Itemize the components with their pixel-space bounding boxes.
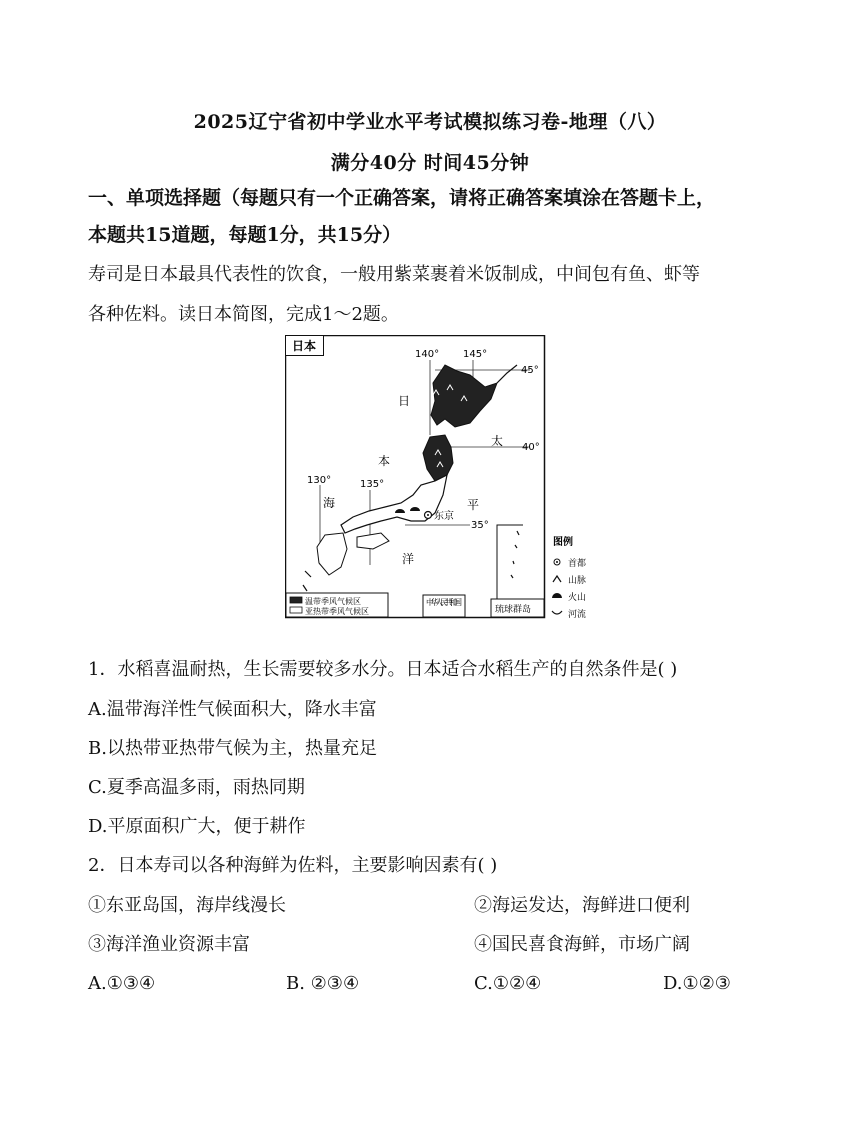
lat-label-45: 45° — [521, 365, 539, 376]
legend-volcano-label: 火山 — [568, 593, 587, 603]
subtropical-swatch — [290, 607, 302, 613]
china-label: 中华人民共和国 — [426, 598, 462, 607]
exam-info: 满分40分 时间45分钟 — [330, 152, 530, 174]
q2-statement-3: ③海洋渔业资源丰富 — [88, 934, 250, 955]
ocean-label-yang: 洋 — [402, 552, 415, 566]
q1-option-b[interactable]: B.以热带亚热带气候为主，热量充足 — [88, 738, 377, 759]
tokyo-label: 东京 — [434, 511, 454, 522]
intro-line2: 各种佐料。读日本简图，完成1～2题。 — [88, 304, 399, 325]
legend-capital-label: 首都 — [568, 559, 587, 569]
legend-river-label: 河流 — [568, 610, 587, 620]
ocean-label-ping: 平 — [467, 498, 480, 512]
lat-label-40: 40° — [522, 442, 540, 453]
climate-legend-temperate: 温带季风气候区 — [305, 597, 361, 606]
q2-option-a[interactable]: A.①③④ — [88, 973, 156, 994]
sea-label-ben: 本 — [378, 454, 391, 468]
q1-stem: 1．水稻喜温耐热，生长需要较多水分。日本适合水稻生产的自然条件是( ) — [88, 659, 678, 680]
tokyo-capital-dot — [427, 514, 429, 516]
lon-label-135: 135° — [360, 479, 385, 490]
q1-option-c[interactable]: C.夏季高温多雨，雨热同期 — [88, 777, 305, 798]
q1-option-d[interactable]: D.平原面积广大，便于耕作 — [88, 816, 306, 837]
climate-legend-subtropical: 亚热带季风气候区 — [305, 607, 369, 616]
legend-volcano-icon — [552, 593, 562, 598]
lon-label-130: 130° — [307, 475, 332, 486]
q1-option-a[interactable]: A.温带海洋性气候面积大，降水丰富 — [88, 699, 377, 720]
ocean-label-tai: 太 — [491, 434, 504, 448]
lon-label-145: 145° — [463, 349, 488, 360]
q2-statement-2: ②海运发达，海鲜进口便利 — [474, 895, 690, 916]
section-heading-line2: 本题共15道题，每题1分，共15分） — [88, 224, 402, 246]
q2-statement-4: ④国民喜食海鲜，市场广阔 — [474, 934, 690, 955]
q2-statement-1: ①东亚岛国，海岸线漫长 — [88, 895, 286, 916]
q2-option-d[interactable]: D.①②③ — [663, 973, 731, 994]
lon-label-140: 140° — [415, 349, 440, 360]
sea-label-ri: 日 — [398, 394, 411, 408]
legend-title: 图例 — [553, 537, 573, 548]
page-title: 2025辽宁省初中学业水平考试模拟练习卷-地理（八） — [193, 111, 667, 133]
q2-option-c[interactable]: C.①②④ — [474, 973, 542, 994]
map-title: 日本 — [292, 339, 317, 353]
section-heading-line1: 一、单项选择题（每题只有一个正确答案，请将正确答案填涂在答题卡上， — [88, 187, 716, 209]
legend-river-icon — [552, 611, 562, 614]
legend-mountain-label: 山脉 — [568, 576, 587, 586]
japan-map — [285, 335, 615, 620]
ryukyu-label: 琉球群岛 — [495, 605, 532, 615]
intro-line1: 寿司是日本最具代表性的饮食，一般用紫菜裹着米饭制成，中间包有鱼、虾等 — [88, 264, 700, 285]
q2-option-b[interactable]: B. ②③④ — [286, 973, 360, 994]
legend-mountain-icon — [553, 576, 561, 582]
legend-capital-dot — [556, 561, 558, 563]
lat-label-35: 35° — [471, 520, 489, 531]
temperate-swatch — [290, 597, 302, 603]
q2-stem: 2．日本寿司以各种海鲜为佐料，主要影响因素有( ) — [88, 855, 498, 876]
sea-label-hai: 海 — [323, 496, 336, 510]
